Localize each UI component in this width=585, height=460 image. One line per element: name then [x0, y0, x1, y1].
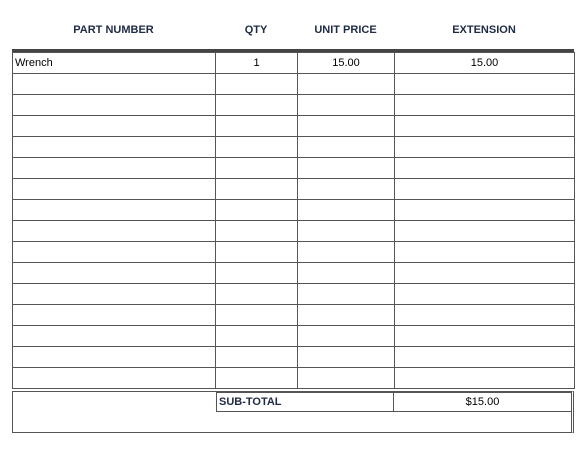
qty-cell[interactable]: [216, 179, 298, 200]
extension-cell[interactable]: [395, 137, 575, 158]
extension-cell[interactable]: [395, 305, 575, 326]
unit-price-cell[interactable]: [298, 221, 395, 242]
extension-cell[interactable]: [395, 326, 575, 347]
table-row: [13, 116, 575, 137]
parts-table: [12, 52, 575, 389]
unit-price-cell[interactable]: [298, 158, 395, 179]
part-number-cell[interactable]: [13, 95, 216, 116]
header-qty: QTY: [244, 24, 268, 36]
part-number-cell[interactable]: [13, 305, 216, 326]
unit-price-cell[interactable]: [298, 179, 395, 200]
part-number-cell[interactable]: [13, 242, 216, 263]
table-row: [13, 200, 575, 221]
qty-cell[interactable]: [216, 263, 298, 284]
qty-cell[interactable]: [216, 368, 298, 389]
extension-cell[interactable]: [395, 74, 575, 95]
unit-price-cell[interactable]: [298, 305, 395, 326]
extension-cell[interactable]: [395, 95, 575, 116]
extension-cell[interactable]: [395, 242, 575, 263]
table-row: [13, 263, 575, 284]
part-number-cell[interactable]: [13, 200, 216, 221]
table-row: [13, 242, 575, 263]
part-number-cell[interactable]: [13, 368, 216, 389]
unit-price-cell[interactable]: [298, 242, 395, 263]
qty-cell[interactable]: [216, 347, 298, 368]
qty-cell[interactable]: [216, 200, 298, 221]
extension-cell[interactable]: [395, 116, 575, 137]
part-number-cell[interactable]: [13, 158, 216, 179]
extension-cell[interactable]: [395, 284, 575, 305]
unit-price-cell[interactable]: [298, 95, 395, 116]
part-number-cell[interactable]: [13, 137, 216, 158]
table-row: [13, 74, 575, 95]
qty-cell[interactable]: [216, 326, 298, 347]
table-row: [13, 368, 575, 389]
table-row: [13, 284, 575, 305]
qty-cell[interactable]: [216, 74, 298, 95]
table-row: [13, 326, 575, 347]
qty-cell[interactable]: [216, 242, 298, 263]
unit-price-cell[interactable]: [298, 74, 395, 95]
header-part-number: PART NUMBER: [73, 24, 154, 36]
part-number-cell[interactable]: [13, 74, 216, 95]
part-number-cell[interactable]: Wrench: [13, 53, 216, 74]
unit-price-cell[interactable]: [298, 263, 395, 284]
header-extension: EXTENSION: [452, 24, 516, 36]
extension-cell[interactable]: [395, 221, 575, 242]
table-row: [13, 179, 575, 200]
part-number-cell[interactable]: [13, 221, 216, 242]
qty-cell[interactable]: [216, 158, 298, 179]
part-number-cell[interactable]: [13, 116, 216, 137]
part-number-cell[interactable]: [13, 284, 216, 305]
qty-cell[interactable]: [216, 137, 298, 158]
qty-cell[interactable]: [216, 95, 298, 116]
unit-price-cell[interactable]: 15.00: [298, 53, 395, 74]
part-number-cell[interactable]: [13, 263, 216, 284]
table-row: [13, 158, 575, 179]
table-row: [13, 95, 575, 116]
qty-cell[interactable]: [216, 284, 298, 305]
table-row: [13, 221, 575, 242]
table-row: [13, 137, 575, 158]
extension-cell[interactable]: [395, 263, 575, 284]
unit-price-cell[interactable]: [298, 137, 395, 158]
qty-cell[interactable]: [216, 116, 298, 137]
extension-cell[interactable]: [395, 158, 575, 179]
unit-price-cell[interactable]: [298, 326, 395, 347]
part-number-cell[interactable]: [13, 347, 216, 368]
subtotal-value[interactable]: $15.00: [394, 392, 572, 412]
unit-price-cell[interactable]: [298, 368, 395, 389]
part-number-cell[interactable]: [13, 179, 216, 200]
part-number-cell[interactable]: [13, 326, 216, 347]
qty-cell[interactable]: 1: [216, 53, 298, 74]
extension-cell[interactable]: [395, 200, 575, 221]
table-row: [13, 305, 575, 326]
header-unit-price: UNIT PRICE: [314, 24, 377, 36]
unit-price-cell[interactable]: [298, 116, 395, 137]
subtotal-label: SUB-TOTAL: [216, 392, 394, 412]
qty-cell[interactable]: [216, 221, 298, 242]
extension-cell[interactable]: [395, 347, 575, 368]
extension-cell[interactable]: 15.00: [395, 53, 575, 74]
extension-cell[interactable]: [395, 368, 575, 389]
qty-cell[interactable]: [216, 305, 298, 326]
table-row: [13, 53, 575, 74]
unit-price-cell[interactable]: [298, 284, 395, 305]
unit-price-cell[interactable]: [298, 200, 395, 221]
unit-price-cell[interactable]: [298, 347, 395, 368]
table-row: [13, 347, 575, 368]
extension-cell[interactable]: [395, 179, 575, 200]
